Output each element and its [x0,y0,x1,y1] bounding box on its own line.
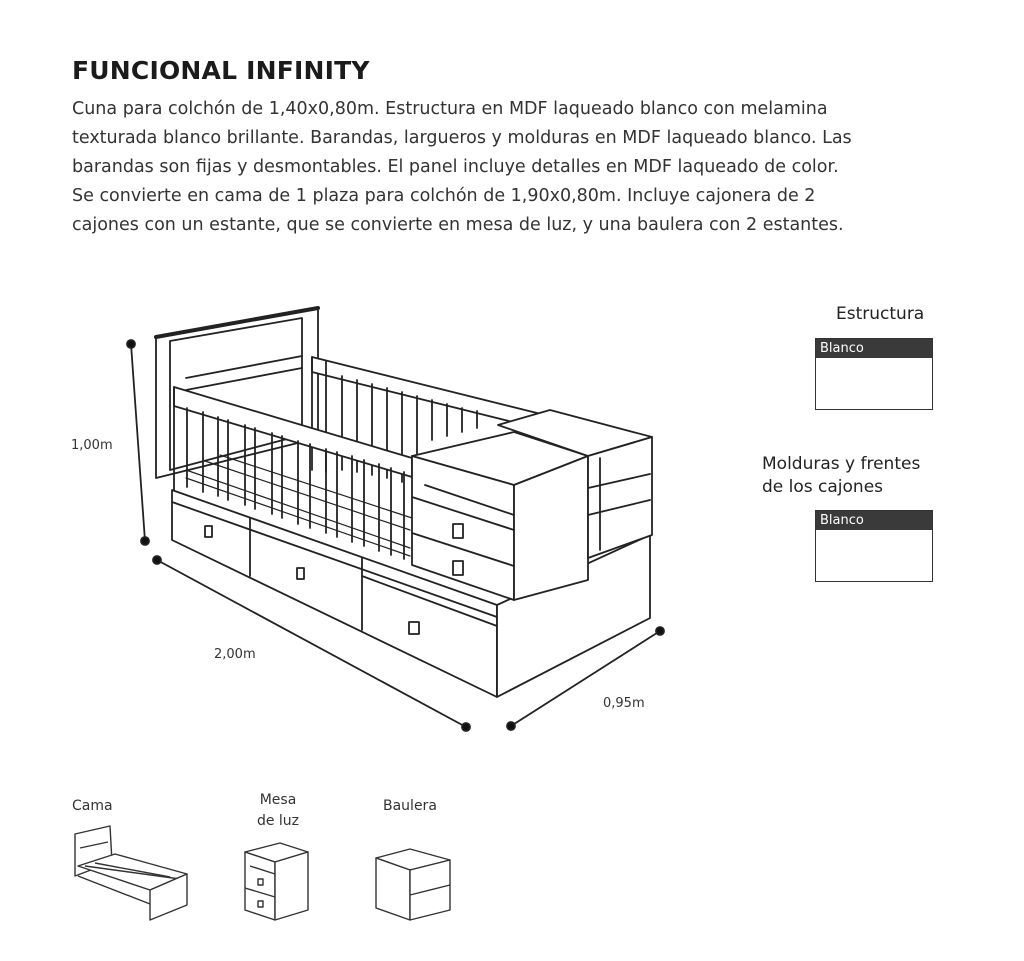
description-line: barandas son fijas y desmontables. El panel incluye detalles en MDF laqueado de color. [72,157,839,177]
legend-fronts-title-line: Molduras y frentes [762,454,921,474]
description-line: texturada blanco brillante. Barandas, largueros y molduras en MDF laqueado blanco. Las [72,128,852,148]
thumbnail-icons [75,826,450,920]
product-title: FUNCIONAL INFINITY [72,56,370,85]
description-line: cajones con un estante, que se convierte en mesa de luz, y una baulera con 2 estantes. [72,215,844,235]
dimension-depth-label: 0,95m [603,696,645,711]
fronts-color-name: Blanco [816,511,932,530]
thumbnail-label-line: Mesa [259,792,297,808]
nightstand [412,432,588,600]
shelf-thumbnail [376,849,450,920]
thumbnail-label-line: de luz [256,813,300,829]
structure-color-name: Blanco [816,339,932,358]
legend-structure-title: Estructura [836,304,925,324]
legend-fronts-title-line: de los cajones [762,477,884,497]
bed-thumbnail [75,826,187,920]
thumbnail-label-mesa [250,790,306,832]
nightstand-thumbnail [245,843,308,920]
thumbnail-label-baulera: Baulera [383,798,437,814]
dimension-length-label: 2,00m [214,647,256,662]
structure-color-swatch [815,338,933,410]
description-line: Cuna para colchón de 1,40x0,80m. Estructura en MDF laqueado blanco con melamina [72,99,828,119]
legend-fronts-title [762,453,920,499]
fronts-color-swatch [815,510,933,582]
thumbnail-label-cama: Cama [72,798,113,814]
description-line: Se convierte en cama de 1 plaza para colchón de 1,90x0,80m. Incluye cajonera de 2 [72,186,816,206]
dimension-height-line [127,340,149,545]
dimension-height-label: 1,00m [71,438,113,453]
